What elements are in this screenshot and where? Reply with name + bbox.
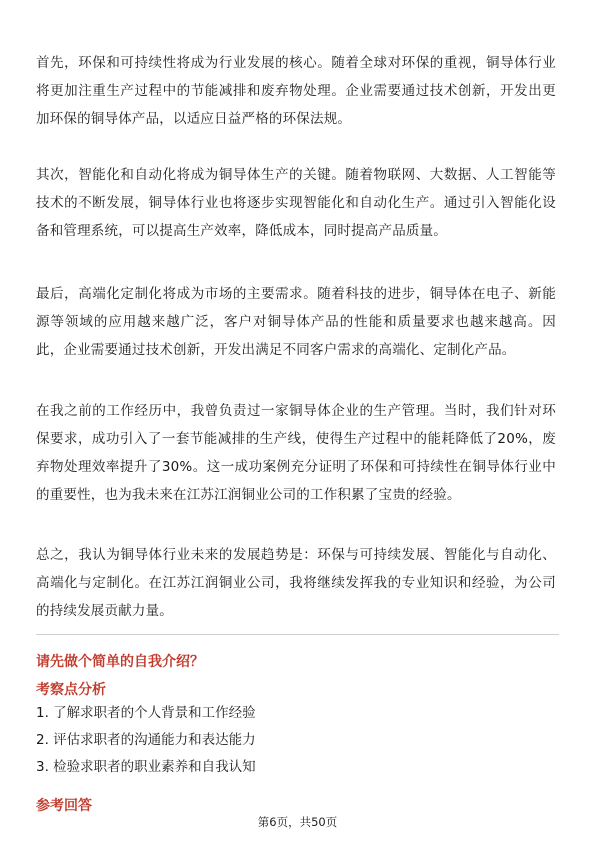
page-number: 第6页，共50页 xyxy=(257,815,338,829)
paragraph-intelligence: 其次，智能化和自动化将成为铜导体生产的关键。随着物联网、大数据、人工智能等技术的不断发展，铜导体行业也将逐步实现智能化和自动化生产。通过引入智能化设备和管理系统，可以提高生产效率，降低成本，同时提高产品质量。 xyxy=(36,167,556,239)
list-item: 3. 检验求职者的职业素养和自我认知 xyxy=(36,759,256,775)
question-heading: 请先做个简单的自我介绍？ xyxy=(36,654,204,670)
answer-heading: 参考回答 xyxy=(36,798,92,814)
list-item: 2. 评估求职者的沟通能力和表达能力 xyxy=(36,732,256,748)
paragraph-experience: 在我之前的工作经历中，我曾负责过一家铜导体企业的生产管理。当时，我们针对环保要求，成功引入了一套节能减排的生产线，使得生产过程中的能耗降低了20%，废弃物处理效率提升了30%。这一成功案例充分证明了环保和可持续性在铜导体行业中的重要性，也为我未来在江苏江润铜业公司的工作积累了宝贵的经验。 xyxy=(36,403,556,503)
paragraph-high-end: 最后，高端化定制化将成为市场的主要需求。随着科技的进步，铜导体在电子、新能源等领域的应用越来越广泛，客户对铜导体产品的性能和质量要求也越来越高。因此，企业需要通过技术创新，开发出满足不同客户需求的高端化、定制化产品。 xyxy=(36,286,556,358)
section-divider xyxy=(36,634,559,635)
paragraph-environment: 首先，环保和可持续性将成为行业发展的核心。随着全球对环保的重视，铜导体行业将更加注重生产过程中的节能减排和废弃物处理。企业需要通过技术创新，开发出更加环保的铜导体产品，以适应日益严格的环保法规。 xyxy=(36,55,556,127)
analysis-list xyxy=(36,700,556,781)
paragraph-conclusion: 总之，我认为铜导体行业未来的发展趋势是：环保与可持续发展、智能化与自动化、高端化与定制化。在江苏江润铜业公司，我将继续发挥我的专业知识和经验，为公司的持续发展贡献力量。 xyxy=(36,547,556,619)
analysis-heading: 考察点分析 xyxy=(36,682,106,698)
list-item: 1. 了解求职者的个人背景和工作经验 xyxy=(36,705,256,721)
